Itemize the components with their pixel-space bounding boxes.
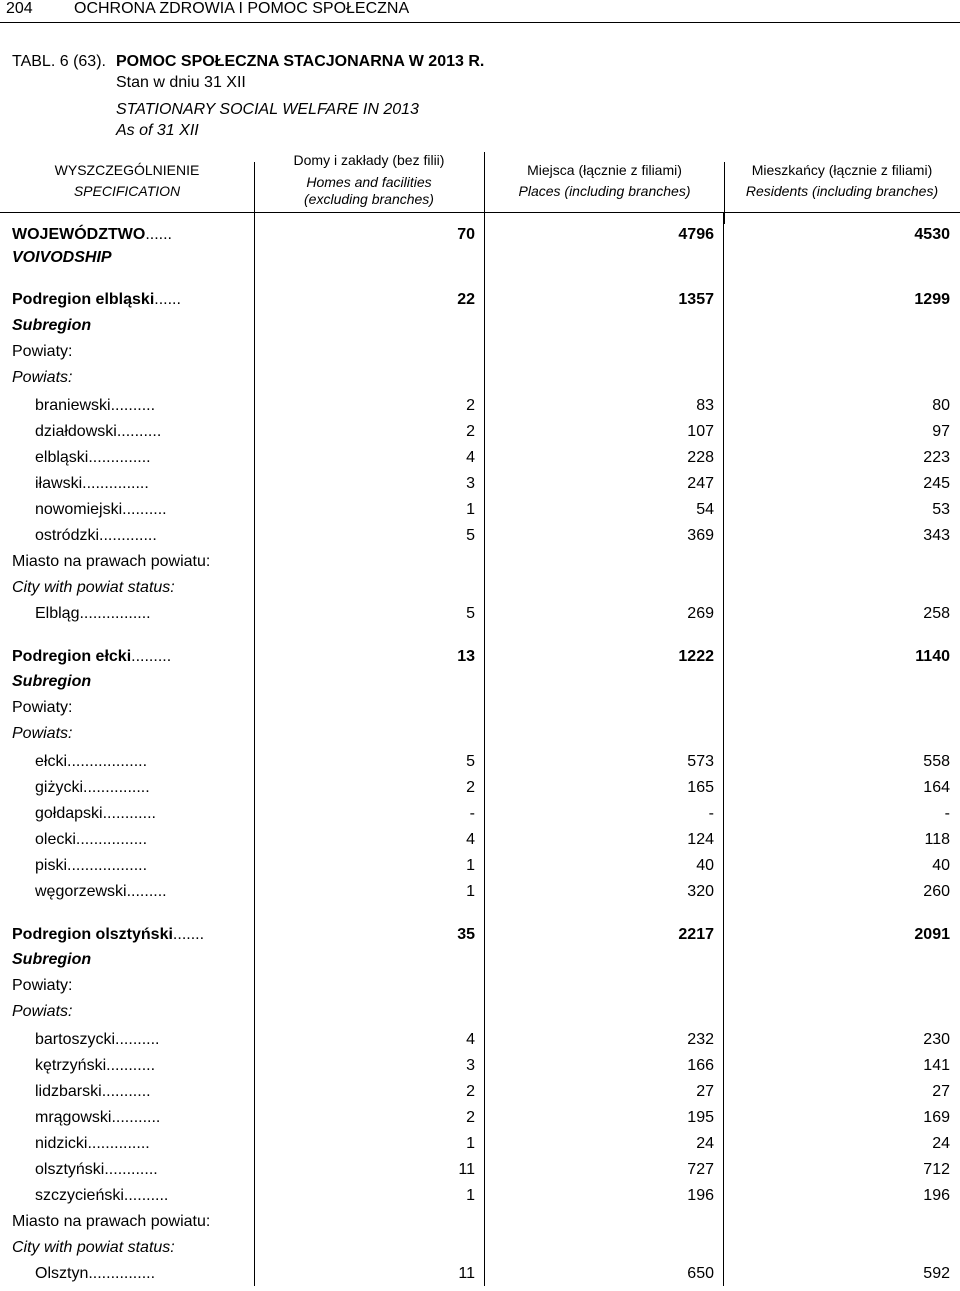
row-label-text: Olsztyn [35, 1265, 89, 1282]
row-label-text: Elbląg [35, 605, 80, 622]
row-label-text: City with powiat status: [12, 1239, 175, 1256]
table-row [0, 1109, 960, 1135]
table-row [0, 805, 960, 831]
col-head-places-en: Places (including branches) [518, 183, 691, 199]
places-value: - [708, 805, 714, 822]
page-header [0, 0, 960, 23]
col-head-spec [0, 162, 255, 224]
table-title-pl: POMOC SPOŁECZNA STACJONARNA W 2013 R. [116, 53, 485, 70]
homes-value: 2 [466, 1083, 475, 1100]
leader-dots: ......... [126, 883, 167, 900]
row-label [35, 449, 151, 467]
row-label-text: mrągowski [35, 1109, 112, 1126]
leader-dots: ................ [75, 831, 148, 848]
row-label-text: węgorzewski [35, 883, 127, 900]
places-value: 232 [687, 1031, 714, 1048]
residents-value: 260 [923, 883, 950, 900]
places-value: 196 [687, 1187, 714, 1204]
leader-dots: ............... [88, 1265, 156, 1282]
row-label [35, 1057, 155, 1075]
section-title: OCHRONA ZDROWIA I POMOC SPOŁECZNA [74, 0, 410, 17]
places-value: 83 [696, 397, 714, 414]
row-label [12, 226, 172, 244]
row-label-text: WOJEWÓDZTWO [12, 226, 146, 243]
row-label [35, 805, 156, 823]
row-label-text: Subregion [12, 673, 92, 690]
homes-value: 22 [457, 291, 475, 308]
table-row [0, 1161, 960, 1187]
homes-value: 5 [466, 753, 475, 770]
table-label: TABL. 6 (63). [12, 53, 106, 70]
residents-value: 141 [923, 1057, 950, 1074]
leader-dots: .......... [122, 501, 167, 518]
table-row [0, 317, 960, 343]
residents-value: 80 [932, 397, 950, 414]
leader-dots: ................ [79, 605, 151, 622]
places-value: 369 [687, 527, 714, 544]
residents-value: 712 [923, 1161, 950, 1178]
table-row [0, 423, 960, 449]
row-label-text: gołdapski [35, 805, 103, 822]
table-row [0, 553, 960, 579]
homes-value: 3 [466, 1057, 475, 1074]
row-label [12, 553, 210, 571]
homes-value: 4 [466, 1031, 475, 1048]
col-head-residents [724, 162, 960, 224]
homes-value: 70 [457, 226, 475, 243]
places-value: 1222 [678, 648, 714, 665]
table-row [0, 753, 960, 779]
row-label [12, 579, 175, 597]
leader-dots: ............ [102, 805, 156, 822]
places-value: 27 [696, 1083, 714, 1100]
col-head-spec-pl: WYSZCZEGÓLNIENIE [54, 162, 200, 178]
table-row [0, 369, 960, 395]
col-head-homes-en1: Homes and facilities [306, 174, 432, 190]
places-value: 124 [687, 831, 714, 848]
table-row [0, 291, 960, 317]
row-label [35, 883, 167, 901]
table-row [0, 1003, 960, 1029]
residents-value: 1140 [915, 648, 950, 665]
row-label-text: ostródzki [35, 527, 100, 544]
places-value: 1357 [678, 291, 714, 308]
leader-dots: ........... [111, 1109, 161, 1126]
homes-value: 4 [466, 831, 475, 848]
row-label-text: nowomiejski [35, 501, 123, 518]
table-subtitle-pl: Stan w dniu 31 XII [116, 74, 246, 91]
residents-value: 27 [932, 1083, 950, 1100]
homes-value: 1 [466, 1187, 475, 1204]
row-label [12, 291, 181, 309]
row-label [35, 1135, 150, 1153]
residents-value: 1299 [914, 291, 950, 308]
homes-value: 5 [466, 605, 475, 622]
row-label-text: elbląski [35, 449, 89, 466]
row-label-text: kętrzyński [35, 1057, 107, 1074]
col-head-residents-en: Residents (including branches) [745, 183, 939, 199]
row-label [35, 605, 151, 623]
residents-value: 343 [923, 527, 950, 544]
row-label [12, 1213, 210, 1231]
homes-value: 1 [466, 501, 475, 518]
page-number: 204 [6, 0, 33, 17]
table-row [0, 343, 960, 369]
row-label [12, 951, 91, 969]
places-value: 54 [696, 501, 714, 518]
row-label [35, 1187, 168, 1205]
col-head-residents-pl: Mieszkańcy (łącznie z filiami) [751, 162, 933, 178]
row-label [12, 926, 204, 944]
table-row [0, 977, 960, 1003]
row-label-text: ełcki [35, 753, 68, 770]
residents-value: 245 [923, 475, 950, 492]
row-label-text: City with powiat status: [12, 579, 175, 596]
table-row [0, 475, 960, 501]
row-label-text: olsztyński [35, 1161, 105, 1178]
header-rule [0, 212, 960, 213]
row-label [35, 1083, 151, 1101]
places-value: 650 [687, 1265, 714, 1282]
homes-value: 11 [458, 1265, 475, 1282]
homes-value: - [469, 805, 475, 822]
row-label-text: piski [35, 857, 68, 874]
row-label-text: Subregion [12, 951, 92, 968]
leader-dots: ........... [101, 1083, 151, 1100]
row-label [12, 1003, 72, 1021]
places-value: 107 [687, 423, 714, 440]
homes-value: 4 [466, 449, 475, 466]
leader-dots: ...... [154, 291, 181, 308]
leader-dots: .......... [116, 423, 162, 440]
row-label-text: nidzicki [35, 1135, 88, 1152]
homes-value: 35 [457, 926, 475, 943]
residents-value: 164 [923, 779, 950, 796]
homes-value: 11 [458, 1161, 475, 1178]
table-row [0, 831, 960, 857]
homes-value: 5 [466, 527, 475, 544]
table-subtitle-en: As of 31 XII [116, 122, 199, 139]
leader-dots: .......... [123, 1187, 169, 1204]
residents-value: 230 [923, 1031, 950, 1048]
table-row [0, 1213, 960, 1239]
homes-value: 2 [466, 1109, 475, 1126]
table-row [0, 857, 960, 883]
row-label-text: Powiats: [12, 369, 73, 386]
table-row [0, 249, 960, 275]
row-label [12, 725, 72, 743]
row-label-text: Miasto na prawach powiatu: [12, 553, 211, 570]
table-title-en: STATIONARY SOCIAL WELFARE IN 2013 [116, 101, 419, 118]
places-value: 40 [696, 857, 714, 874]
row-label-text: VOIVODSHIP [12, 249, 112, 266]
col-head-homes-en2: (excluding branches) [304, 191, 434, 207]
places-value: 573 [687, 753, 714, 770]
places-value: 165 [687, 779, 714, 796]
table-row [0, 1239, 960, 1265]
leader-dots: .......... [115, 1031, 160, 1048]
row-label [12, 343, 72, 361]
table-row [0, 779, 960, 805]
row-label [12, 249, 112, 267]
row-label-text: Miasto na prawach powiatu: [12, 1213, 211, 1230]
table-row [0, 1031, 960, 1057]
leader-dots: ......... [131, 648, 172, 665]
row-label-text: bartoszycki [35, 1031, 116, 1048]
homes-value: 1 [466, 883, 475, 900]
leader-dots: .................. [67, 857, 148, 874]
homes-value: 1 [466, 1135, 475, 1152]
col-head-homes [254, 152, 485, 214]
residents-value: 196 [923, 1187, 950, 1204]
row-label [12, 317, 91, 335]
leader-dots: .................. [67, 753, 148, 770]
leader-dots: .............. [87, 1135, 150, 1152]
row-label [12, 673, 91, 691]
places-value: 228 [687, 449, 714, 466]
row-label [35, 1265, 155, 1283]
table-row [0, 501, 960, 527]
table-row [0, 527, 960, 553]
leader-dots: ............... [83, 779, 150, 796]
table-row [0, 1265, 960, 1291]
homes-value: 2 [466, 397, 475, 414]
row-label [35, 779, 150, 797]
row-label [35, 475, 149, 493]
row-label [12, 648, 171, 666]
row-label-text: iławski [35, 475, 83, 492]
places-value: 4796 [678, 226, 714, 243]
residents-value: 169 [923, 1109, 950, 1126]
row-label-text: giżycki [35, 779, 84, 796]
row-label-text: braniewski [35, 397, 111, 414]
table-row [0, 1135, 960, 1161]
table-row [0, 397, 960, 423]
places-value: 195 [687, 1109, 714, 1126]
row-label-text: lidzbarski [35, 1083, 102, 1100]
table-row [0, 579, 960, 605]
row-label [12, 977, 72, 995]
row-label [35, 857, 147, 875]
leader-dots: ...... [145, 226, 172, 243]
residents-value: 40 [932, 857, 950, 874]
table-row [0, 1187, 960, 1213]
row-label [35, 423, 161, 441]
leader-dots: ....... [172, 926, 205, 943]
row-label [12, 369, 72, 387]
residents-value: 118 [924, 831, 950, 848]
residents-value: 592 [923, 1265, 950, 1282]
row-label [35, 397, 155, 415]
table-row [0, 951, 960, 977]
table-row [0, 1083, 960, 1109]
table-row [0, 883, 960, 909]
col-head-spec-en: SPECIFICATION [73, 183, 181, 199]
row-label-text: Podregion ełcki [12, 648, 132, 665]
row-label [35, 527, 157, 545]
table-row [0, 1057, 960, 1083]
row-label-text: Powiaty: [12, 343, 73, 360]
residents-value: 97 [932, 423, 950, 440]
residents-value: 223 [923, 449, 950, 466]
row-label-text: działdowski [35, 423, 117, 440]
residents-value: 24 [932, 1135, 950, 1152]
row-label-text: olecki [35, 831, 76, 848]
table-row [0, 699, 960, 725]
table-row [0, 926, 960, 952]
leader-dots: ........... [106, 1057, 156, 1074]
table-row [0, 725, 960, 751]
table-row [0, 673, 960, 699]
leader-dots: ............... [82, 475, 149, 492]
places-value: 269 [687, 605, 714, 622]
table-row [0, 449, 960, 475]
col-head-places-pl: Miejsca (łącznie z filiami) [527, 162, 682, 178]
homes-value: 13 [457, 648, 475, 665]
row-label [35, 501, 167, 519]
row-label-text: Powiaty: [12, 699, 73, 716]
leader-dots: .............. [88, 449, 151, 466]
row-label-text: Powiats: [12, 725, 73, 742]
row-label-text: Powiats: [12, 1003, 73, 1020]
row-label [12, 699, 72, 717]
leader-dots: ............. [99, 527, 157, 544]
residents-value: 4530 [914, 226, 950, 243]
row-label [12, 1239, 175, 1257]
places-value: 2217 [678, 926, 714, 943]
residents-value: 558 [923, 753, 950, 770]
row-label [35, 831, 147, 849]
residents-value: - [944, 805, 950, 822]
places-value: 166 [687, 1057, 714, 1074]
row-label [35, 1161, 158, 1179]
leader-dots: .......... [110, 397, 156, 414]
leader-dots: ............ [104, 1161, 158, 1178]
places-value: 727 [687, 1161, 714, 1178]
row-label [35, 753, 147, 771]
homes-value: 1 [466, 857, 475, 874]
places-value: 24 [696, 1135, 714, 1152]
table-row [0, 605, 960, 631]
residents-value: 2091 [914, 926, 950, 943]
row-label [35, 1031, 159, 1049]
residents-value: 258 [923, 605, 950, 622]
row-label-text: Powiaty: [12, 977, 73, 994]
col-head-homes-pl: Domy i zakłady (bez filii) [293, 152, 445, 168]
homes-value: 3 [466, 475, 475, 492]
col-head-places [485, 162, 725, 224]
row-label-text: Subregion [12, 317, 92, 334]
row-label-text: szczycieński [35, 1187, 124, 1204]
homes-value: 2 [466, 423, 475, 440]
row-label-text: Podregion elbląski [12, 291, 155, 308]
row-label [35, 1109, 160, 1127]
row-label-text: Podregion olsztyński [12, 926, 173, 943]
places-value: 247 [687, 475, 714, 492]
places-value: 320 [687, 883, 714, 900]
table-row [0, 648, 960, 674]
homes-value: 2 [466, 779, 475, 796]
residents-value: 53 [932, 501, 950, 518]
